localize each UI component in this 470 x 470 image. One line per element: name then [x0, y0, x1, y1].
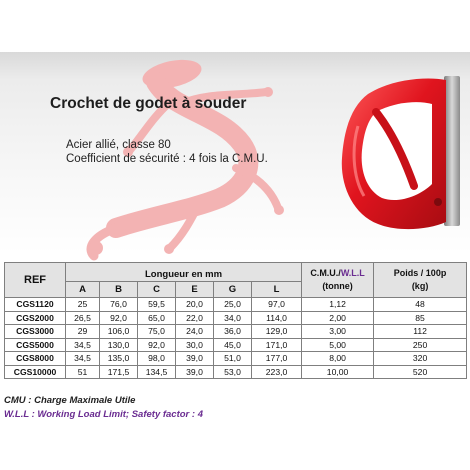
product-title: Crochet de godet à souder — [50, 95, 247, 112]
table-row — [5, 325, 467, 339]
dim-col-c: C — [138, 282, 176, 298]
product-safety-factor: Coefficient de sécurité : 4 fois la C.M.U. — [66, 153, 268, 165]
cell-cmu: 5,00 — [302, 338, 374, 352]
cell-e: 39,0 — [176, 352, 214, 366]
cell-a: 34,5 — [66, 338, 100, 352]
cell-g: 45,0 — [214, 338, 252, 352]
cmu-unit: (tonne) — [322, 281, 353, 291]
cell-g: 51,0 — [214, 352, 252, 366]
cell-poids: 112 — [374, 325, 467, 339]
cell-poids: 250 — [374, 338, 467, 352]
cell-c: 92,0 — [138, 338, 176, 352]
dim-col-e: E — [176, 282, 214, 298]
dim-col-a: A — [66, 282, 100, 298]
cell-cmu: 10,00 — [302, 365, 374, 379]
ref-header: REF — [5, 263, 66, 298]
cell-c: 98,0 — [138, 352, 176, 366]
cell-l: 129,0 — [252, 325, 302, 339]
cell-a: 26,5 — [66, 311, 100, 325]
cell-poids: 85 — [374, 311, 467, 325]
cell-poids: 520 — [374, 365, 467, 379]
cell-b: 76,0 — [100, 298, 138, 312]
cell-cmu: 3,00 — [302, 325, 374, 339]
table-row — [5, 311, 467, 325]
table-row — [5, 365, 467, 379]
hook-product-image — [338, 66, 470, 236]
cell-ref: CGS3000 — [5, 325, 66, 339]
cell-ref: CGS1120 — [5, 298, 66, 312]
cell-a: 29 — [66, 325, 100, 339]
cell-cmu: 8,00 — [302, 352, 374, 366]
cell-ref: CGS8000 — [5, 352, 66, 366]
spec-table — [4, 262, 467, 379]
wll-header-label: W.L.L — [340, 268, 365, 278]
cell-g: 25,0 — [214, 298, 252, 312]
cell-e: 20,0 — [176, 298, 214, 312]
table-row — [5, 352, 467, 366]
cell-ref: CGS5000 — [5, 338, 66, 352]
cell-e: 22,0 — [176, 311, 214, 325]
cell-poids: 320 — [374, 352, 467, 366]
table-row — [5, 338, 467, 352]
cmu-header — [302, 263, 374, 298]
cell-g: 34,0 — [214, 311, 252, 325]
cell-l: 223,0 — [252, 365, 302, 379]
footnote-cmu: CMU : Charge Maximale Utile — [4, 395, 136, 406]
cell-a: 51 — [66, 365, 100, 379]
cell-cmu: 2,00 — [302, 311, 374, 325]
cell-b: 171,5 — [100, 365, 138, 379]
weight-header-label: Poids / 100p — [393, 268, 447, 278]
cell-ref: CGS10000 — [5, 365, 66, 379]
cell-b: 92,0 — [100, 311, 138, 325]
cell-l: 97,0 — [252, 298, 302, 312]
footnote-wll: W.L.L : Working Load Limit; Safety factor : 4 — [4, 409, 203, 420]
cell-e: 39,0 — [176, 365, 214, 379]
dimensions-header: Longueur en mm — [66, 263, 302, 282]
dim-col-b: B — [100, 282, 138, 298]
cell-c: 65,0 — [138, 311, 176, 325]
product-material: Acier allié, classe 80 — [66, 139, 171, 151]
cell-ref: CGS2000 — [5, 311, 66, 325]
cell-l: 171,0 — [252, 338, 302, 352]
cell-a: 34,5 — [66, 352, 100, 366]
cell-a: 25 — [66, 298, 100, 312]
cell-l: 114,0 — [252, 311, 302, 325]
cell-b: 106,0 — [100, 325, 138, 339]
cell-b: 130,0 — [100, 338, 138, 352]
cell-l: 177,0 — [252, 352, 302, 366]
cell-g: 36,0 — [214, 325, 252, 339]
weight-header — [374, 263, 467, 298]
cell-c: 59,5 — [138, 298, 176, 312]
cell-e: 24,0 — [176, 325, 214, 339]
weight-unit: (kg) — [411, 281, 429, 291]
cell-g: 53,0 — [214, 365, 252, 379]
cell-b: 135,0 — [100, 352, 138, 366]
cell-c: 134,5 — [138, 365, 176, 379]
cell-poids: 48 — [374, 298, 467, 312]
cell-c: 75,0 — [138, 325, 176, 339]
cell-cmu: 1,12 — [302, 298, 374, 312]
dim-col-g: G — [214, 282, 252, 298]
cell-e: 30,0 — [176, 338, 214, 352]
cmu-header-label: C.M.U./ — [310, 268, 341, 278]
dim-col-l: L — [252, 282, 302, 298]
table-row — [5, 298, 467, 312]
